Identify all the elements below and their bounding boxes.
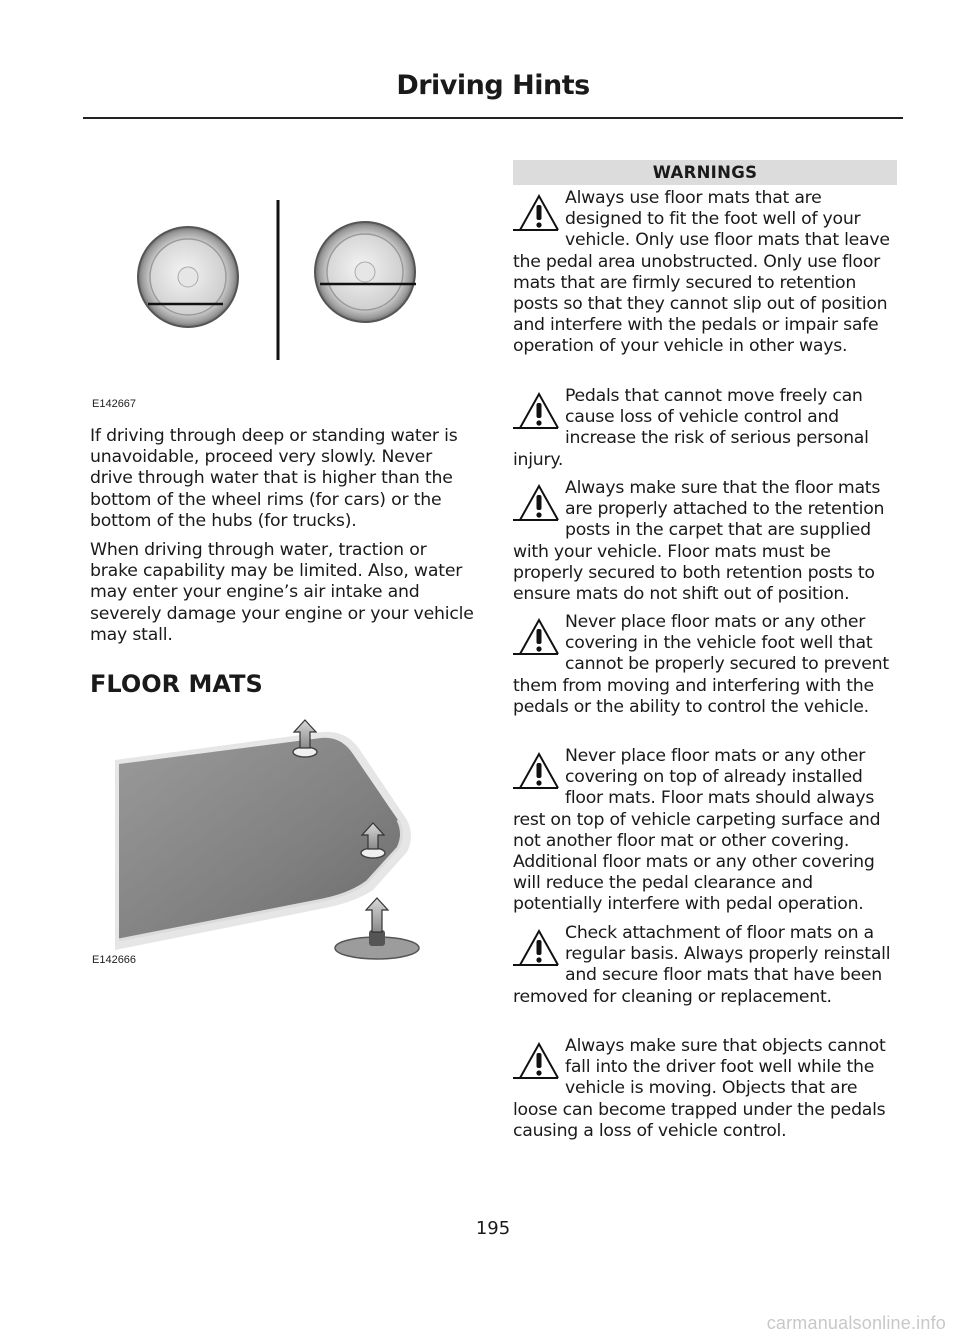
floor-mat-illustration xyxy=(115,712,430,964)
warning-triangle-icon xyxy=(513,388,565,440)
warning-item xyxy=(513,1036,899,1142)
warning-text: Always make sure that the floor mats are properly attached to the retention posts in the carpet that are supplied with your vehicle. Floor mats must be properly secured to both retention posts to ensure mats do not shift out of position. xyxy=(513,478,885,605)
warning-text: Check attachment of floor mats on a regular basis. Always properly reinstall and secure floor mats that have been removed for cleaning or replacement. xyxy=(513,923,891,1007)
figure-label: E142666 xyxy=(92,954,137,966)
warning-text: Always use floor mats that are designed to fit the foot well of your vehicle. Only use floor mats that leave the pedal area unobstructed. Only use floor mats that are firmly secured to retention posts so that they cannot slip out of position and interfere with the pedals or impair safe operation of your vehicle in other ways. xyxy=(513,188,890,357)
wheel-water-level-illustration xyxy=(90,192,470,382)
header-divider xyxy=(83,117,903,119)
warning-text: Never place floor mats or any other covering in the vehicle foot well that cannot be properly secured to prevent them from moving and interfering with the pedals or the ability to control the vehicle. xyxy=(513,612,889,717)
warning-triangle-icon xyxy=(513,925,565,977)
warning-triangle-icon xyxy=(513,614,565,666)
warning-triangle-icon xyxy=(513,1038,565,1090)
retention-post-icon xyxy=(335,898,419,959)
page-title: Driving Hints xyxy=(396,70,590,101)
warning-item xyxy=(513,188,899,358)
car-wheel-icon xyxy=(138,227,238,327)
warning-text: Never place floor mats or any other covering on top of already installed floor mats. Floor mats should always rest on top of vehicle carpeting surface and not another floor mat or other covering. Additional floor mats or any other covering will reduce the pedal clearance and potentially interfere with pedal operation. xyxy=(513,746,881,915)
section-heading: FLOOR MATS xyxy=(90,670,263,698)
warning-text: Pedals that cannot move freely can cause loss of vehicle control and increase the risk of serious personal injury. xyxy=(513,386,869,470)
water-depth-paragraph: If driving through deep or standing water is unavoidable, proceed very slowly. Never drive through water that is higher than the bottom of the wheel rims (for cars) or the bottom of the hubs (for trucks). xyxy=(90,426,458,531)
figure-label: E142667 xyxy=(92,398,137,410)
warning-text: Always make sure that objects cannot fall into the driver foot well while the vehicle is moving. Objects that are loose can become trapped under the pedals causing a loss of vehicle control. xyxy=(513,1036,886,1141)
warning-item xyxy=(513,478,899,605)
truck-wheel-icon xyxy=(315,222,416,322)
body-paragraph xyxy=(90,426,475,532)
body-paragraph xyxy=(90,540,475,646)
page-number: 195 xyxy=(475,1218,511,1239)
warning-item xyxy=(513,386,899,471)
warning-item xyxy=(513,612,899,718)
warning-triangle-icon xyxy=(513,748,565,800)
warnings-heading: WARNINGS xyxy=(513,160,897,185)
warning-triangle-icon xyxy=(513,190,565,242)
watermark-text: carmanualsonline.info xyxy=(766,1313,946,1333)
warning-item xyxy=(513,746,899,916)
warning-item xyxy=(513,923,899,1008)
traction-paragraph: When driving through water, traction or brake capability may be limited. Also, water may enter your engine’s air intake and severely damage your engine or your vehicle may stall. xyxy=(90,540,474,645)
warning-triangle-icon xyxy=(513,480,565,532)
